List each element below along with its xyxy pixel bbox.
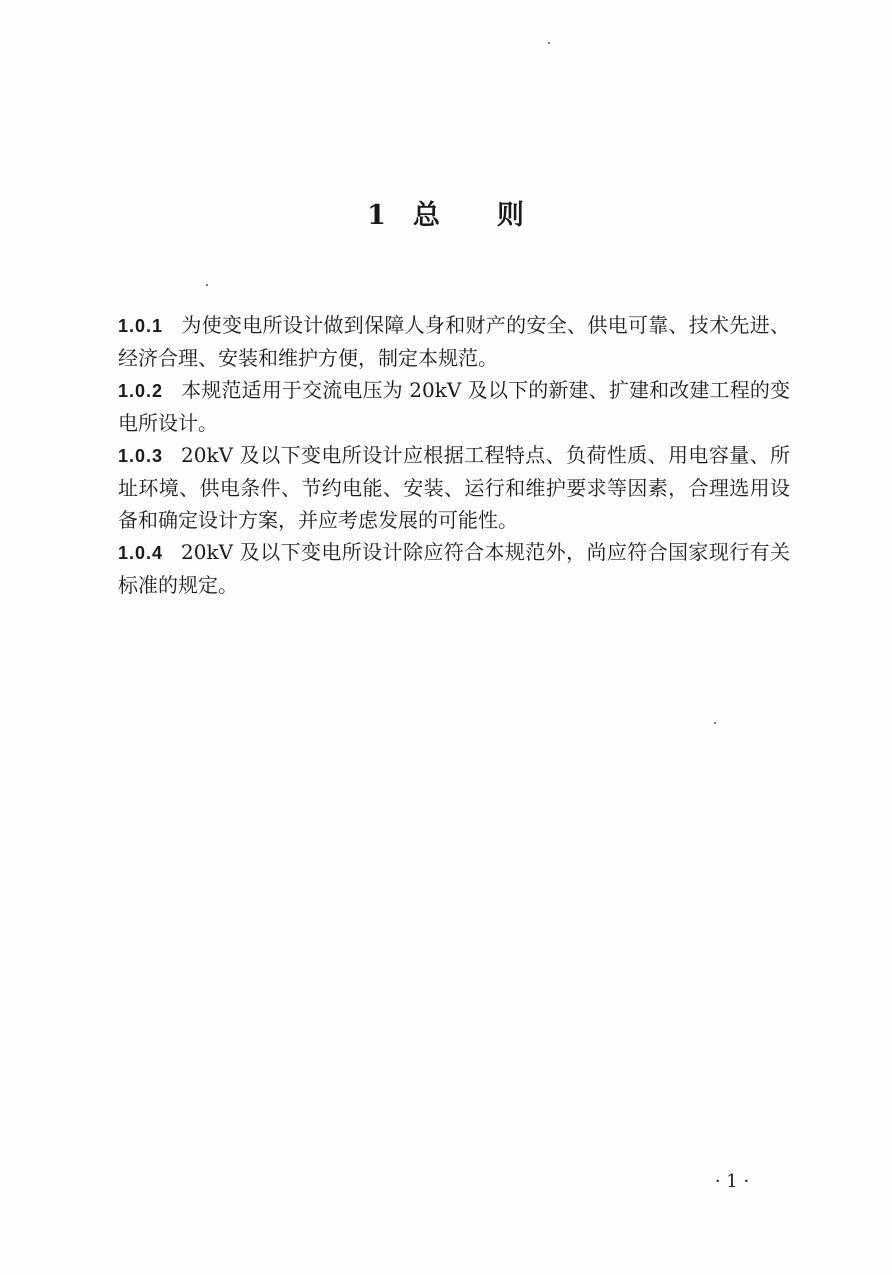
- clause-text: 20kV 及以下变电所设计应根据工程特点、负荷性质、用电容量、所址环境、供电条件、节约电能、安装、运行和维护要求等因素，合理选用设备和确定设计方案，并应考虑发展的可能性。: [118, 443, 790, 532]
- scan-speck: [548, 42, 550, 44]
- clause-1-0-3: [118, 439, 790, 536]
- clause-text: 20kV 及以下变电所设计除应符合本规范外，尚应符合国家现行有关标准的规定。: [118, 540, 790, 597]
- chapter-title-part1: 总: [412, 200, 441, 231]
- chapter-title-part2: 则: [496, 200, 525, 231]
- clause-1-0-4: [118, 536, 790, 601]
- page-number: · 1 ·: [714, 1171, 750, 1192]
- clause-text: 本规范适用于交流电压为 20kV 及以下的新建、扩建和改建工程的变电所设计。: [118, 378, 790, 435]
- clause-number: 1.0.4: [118, 543, 164, 563]
- clause-text: 为使变电所设计做到保障人身和财产的安全、供电可靠、技术先进、经济合理、安装和维护方便，制定本规范。: [118, 313, 790, 370]
- scan-speck: [206, 284, 208, 286]
- clause-number: 1.0.3: [118, 446, 164, 466]
- clause-number: 1.0.1: [118, 316, 164, 336]
- chapter-number: 1: [367, 200, 387, 231]
- clause-1-0-2: [118, 374, 790, 439]
- chapter-title: [0, 196, 892, 236]
- clause-number: 1.0.2: [118, 381, 164, 401]
- clause-1-0-1: [118, 309, 790, 374]
- scan-speck: [714, 722, 716, 724]
- clause-list: [118, 309, 790, 601]
